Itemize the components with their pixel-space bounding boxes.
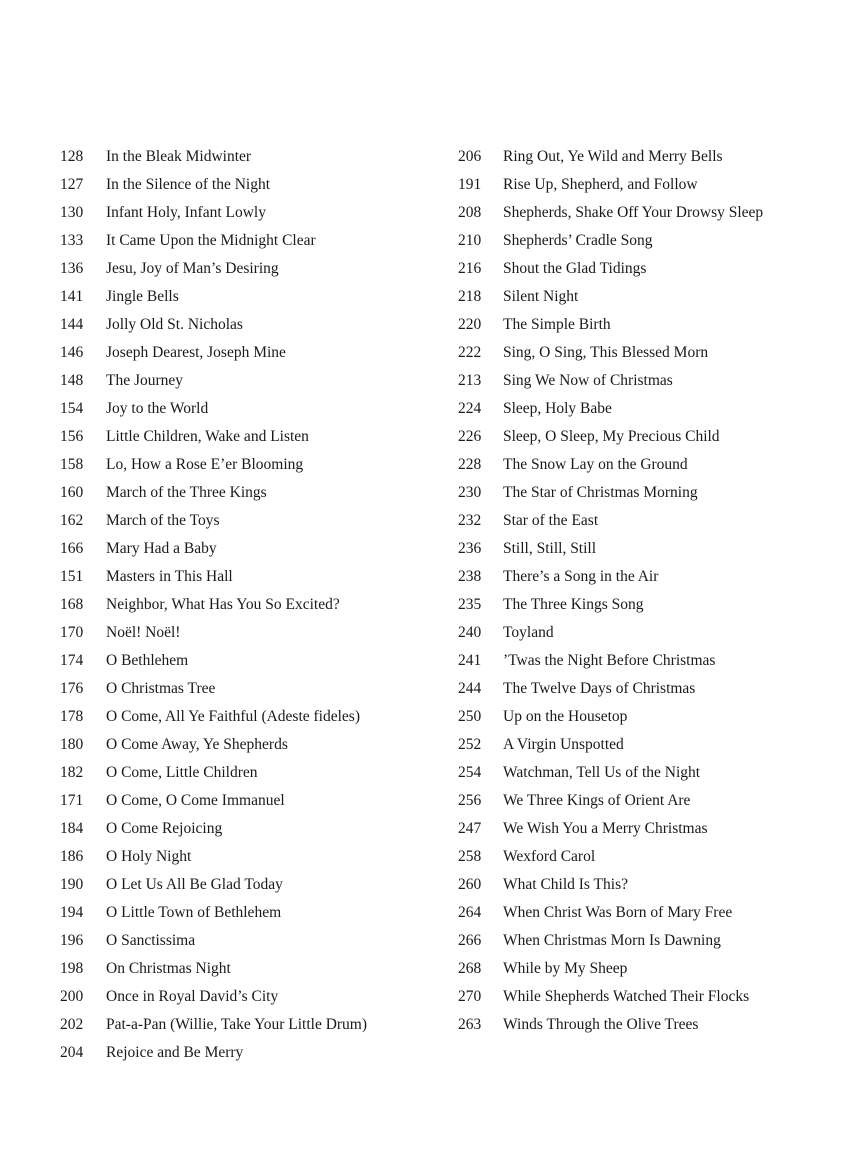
entry-song-title: The Journey	[106, 372, 184, 389]
index-entry	[60, 339, 450, 367]
index-entry	[60, 1039, 450, 1067]
entry-page-number: 198	[60, 960, 84, 977]
entry-page-number: 210	[458, 232, 482, 249]
entry-song-title: What Child Is This?	[503, 876, 628, 893]
entry-page-number: 156	[60, 428, 84, 445]
entry-song-title: Once in Royal David’s City	[106, 988, 279, 1005]
index-entry	[60, 227, 450, 255]
index-entry	[458, 759, 858, 787]
entry-page-number: 190	[60, 876, 84, 893]
index-entry	[458, 479, 858, 507]
entry-song-title: March of the Three Kings	[106, 484, 267, 501]
index-entry	[60, 255, 450, 283]
entry-page-number: 235	[458, 596, 482, 613]
index-entry	[458, 535, 858, 563]
entry-song-title: Wexford Carol	[503, 848, 596, 865]
entry-song-title: There’s a Song in the Air	[503, 568, 659, 585]
index-entry	[458, 395, 858, 423]
index-entry	[60, 591, 450, 619]
entry-song-title: Little Children, Wake and Listen	[106, 428, 309, 445]
index-entry	[458, 227, 858, 255]
entry-song-title: Up on the Housetop	[503, 708, 628, 725]
index-entry	[458, 871, 858, 899]
entry-page-number: 141	[60, 288, 84, 305]
index-entry	[60, 759, 450, 787]
entry-song-title: O Come Away, Ye Shepherds	[106, 736, 288, 753]
index-entry	[60, 311, 450, 339]
entry-page-number: 128	[60, 148, 84, 165]
entry-song-title: O Bethlehem	[106, 652, 189, 669]
entry-song-title: Rise Up, Shepherd, and Follow	[503, 176, 698, 193]
entry-page-number: 160	[60, 484, 84, 501]
index-column-left	[60, 143, 450, 1067]
entry-song-title: Still, Still, Still	[503, 540, 597, 557]
entry-song-title: The Snow Lay on the Ground	[503, 456, 688, 473]
entry-song-title: When Christ Was Born of Mary Free	[503, 904, 733, 921]
index-entry	[458, 899, 858, 927]
entry-page-number: 213	[458, 372, 482, 389]
entry-song-title: Jingle Bells	[106, 288, 179, 305]
entry-song-title: Sleep, Holy Babe	[503, 400, 612, 417]
entry-song-title: While by My Sheep	[503, 960, 628, 977]
entry-song-title: O Little Town of Bethlehem	[106, 904, 282, 921]
index-entry	[458, 171, 858, 199]
entry-song-title: The Simple Birth	[503, 316, 611, 333]
entry-song-title: O Christmas Tree	[106, 680, 216, 697]
index-entry	[458, 815, 858, 843]
entry-song-title: Mary Had a Baby	[106, 540, 217, 557]
index-entry	[60, 451, 450, 479]
entry-song-title: In the Silence of the Night	[106, 176, 270, 193]
index-entry	[458, 143, 858, 171]
index-entry	[458, 675, 858, 703]
entry-song-title: Infant Holy, Infant Lowly	[106, 204, 266, 221]
entry-song-title: Lo, How a Rose E’er Blooming	[106, 456, 304, 473]
index-entry	[60, 199, 450, 227]
entry-page-number: 168	[60, 596, 84, 613]
index-entry	[458, 1011, 858, 1039]
index-entry	[60, 619, 450, 647]
entry-page-number: 232	[458, 512, 482, 529]
index-column-right	[458, 143, 858, 1039]
entry-page-number: 166	[60, 540, 84, 557]
entry-song-title: Neighbor, What Has You So Excited?	[106, 596, 340, 613]
entry-page-number: 196	[60, 932, 84, 949]
entry-song-title: Joseph Dearest, Joseph Mine	[106, 344, 286, 361]
entry-song-title: March of the Toys	[106, 512, 220, 529]
entry-song-title: Pat-a-Pan (Willie, Take Your Little Drum)	[106, 1016, 368, 1033]
entry-page-number: 180	[60, 736, 84, 753]
entry-page-number: 176	[60, 680, 84, 697]
index-entry	[458, 283, 858, 311]
entry-page-number: 144	[60, 316, 84, 333]
index-entry	[458, 507, 858, 535]
entry-page-number: 228	[458, 456, 482, 473]
entry-page-number: 264	[458, 904, 482, 921]
entry-page-number: 268	[458, 960, 482, 977]
index-entry	[60, 423, 450, 451]
entry-page-number: 208	[458, 204, 482, 221]
index-entry	[458, 451, 858, 479]
index-entry	[60, 171, 450, 199]
entry-page-number: 127	[60, 176, 84, 193]
index-entry	[60, 283, 450, 311]
entry-page-number: 194	[60, 904, 84, 921]
entry-song-title: Masters in This Hall	[106, 568, 233, 585]
index-entry	[60, 563, 450, 591]
index-entry	[458, 843, 858, 871]
index-entry	[458, 367, 858, 395]
entry-page-number: 200	[60, 988, 84, 1005]
entry-song-title: O Come, O Come Immanuel	[106, 792, 285, 809]
entry-page-number: 240	[458, 624, 482, 641]
entry-page-number: 222	[458, 344, 482, 361]
entry-page-number: 218	[458, 288, 482, 305]
entry-song-title: On Christmas Night	[106, 960, 231, 977]
entry-page-number: 224	[458, 400, 482, 417]
index-entry	[60, 675, 450, 703]
index-entry	[60, 871, 450, 899]
entry-song-title: Toyland	[503, 624, 554, 641]
entry-song-title: O Come, Little Children	[106, 764, 258, 781]
entry-page-number: 184	[60, 820, 84, 837]
entry-page-number: 182	[60, 764, 84, 781]
entry-song-title: It Came Upon the Midnight Clear	[106, 232, 316, 249]
entry-page-number: 186	[60, 848, 84, 865]
entry-page-number: 202	[60, 1016, 84, 1033]
entry-song-title: Jesu, Joy of Man’s Desiring	[106, 260, 279, 277]
index-entry	[60, 955, 450, 983]
entry-page-number: 191	[458, 176, 482, 193]
entry-song-title: Shout the Glad Tidings	[503, 260, 647, 277]
entry-song-title: O Sanctissima	[106, 932, 196, 949]
entry-song-title: Ring Out, Ye Wild and Merry Bells	[503, 148, 723, 165]
entry-page-number: 238	[458, 568, 482, 585]
entry-page-number: 254	[458, 764, 482, 781]
entry-page-number: 241	[458, 652, 482, 669]
index-entry	[60, 731, 450, 759]
index-entry	[60, 983, 450, 1011]
index-entry	[458, 927, 858, 955]
index-entry	[458, 423, 858, 451]
index-entry	[458, 731, 858, 759]
entry-song-title: ’Twas the Night Before Christmas	[503, 652, 716, 669]
entry-page-number: 230	[458, 484, 482, 501]
entry-page-number: 204	[60, 1044, 84, 1061]
entry-page-number: 236	[458, 540, 482, 557]
entry-song-title: Jolly Old St. Nicholas	[106, 316, 243, 333]
index-entry	[458, 339, 858, 367]
entry-song-title: Silent Night	[503, 288, 579, 305]
entry-page-number: 270	[458, 988, 482, 1005]
entry-page-number: 220	[458, 316, 482, 333]
entry-page-number: 130	[60, 204, 84, 221]
index-entry	[60, 367, 450, 395]
entry-page-number: 133	[60, 232, 84, 249]
entry-song-title: Shepherds, Shake Off Your Drowsy Sleep	[503, 204, 764, 221]
entry-page-number: 247	[458, 820, 482, 837]
entry-song-title: The Three Kings Song	[503, 596, 644, 613]
index-entry	[60, 787, 450, 815]
entry-song-title: We Wish You a Merry Christmas	[503, 820, 708, 837]
entry-page-number: 244	[458, 680, 482, 697]
index-entry	[60, 703, 450, 731]
entry-song-title: Sing We Now of Christmas	[503, 372, 673, 389]
entry-song-title: While Shepherds Watched Their Flocks	[503, 988, 750, 1005]
index-entry	[458, 255, 858, 283]
entry-page-number: 136	[60, 260, 84, 277]
entry-page-number: 171	[60, 792, 84, 809]
entry-page-number: 260	[458, 876, 482, 893]
entry-song-title: Watchman, Tell Us of the Night	[503, 764, 701, 781]
index-entry	[458, 591, 858, 619]
entry-page-number: 148	[60, 372, 84, 389]
index-entry	[60, 899, 450, 927]
entry-song-title: Winds Through the Olive Trees	[503, 1016, 699, 1033]
entry-page-number: 258	[458, 848, 482, 865]
index-entry	[60, 815, 450, 843]
entry-song-title: A Virgin Unspotted	[503, 736, 624, 753]
entry-page-number: 154	[60, 400, 84, 417]
entry-song-title: We Three Kings of Orient Are	[503, 792, 691, 809]
index-entry	[458, 983, 858, 1011]
entry-page-number: 158	[60, 456, 84, 473]
index-entry	[60, 535, 450, 563]
entry-song-title: In the Bleak Midwinter	[106, 148, 252, 165]
entry-song-title: The Twelve Days of Christmas	[503, 680, 696, 697]
entry-page-number: 263	[458, 1016, 482, 1033]
entry-song-title: Star of the East	[503, 512, 599, 529]
index-entry	[458, 955, 858, 983]
entry-song-title: Sing, O Sing, This Blessed Morn	[503, 344, 709, 361]
entry-song-title: The Star of Christmas Morning	[503, 484, 698, 501]
entry-song-title: O Come, All Ye Faithful (Adeste fideles)	[106, 708, 361, 725]
entry-song-title: When Christmas Morn Is Dawning	[503, 932, 721, 949]
index-entry	[458, 787, 858, 815]
entry-page-number: 256	[458, 792, 482, 809]
index-entry	[458, 619, 858, 647]
entry-page-number: 146	[60, 344, 84, 361]
index-entry	[60, 143, 450, 171]
index-entry	[60, 479, 450, 507]
index-entry	[458, 311, 858, 339]
entry-page-number: 170	[60, 624, 84, 641]
entry-song-title: Sleep, O Sleep, My Precious Child	[503, 428, 720, 445]
index-entry	[60, 647, 450, 675]
entry-song-title: O Come Rejoicing	[106, 820, 223, 837]
index-entry	[458, 647, 858, 675]
entry-page-number: 252	[458, 736, 482, 753]
entry-song-title: O Holy Night	[106, 848, 192, 865]
entry-page-number: 162	[60, 512, 84, 529]
entry-page-number: 174	[60, 652, 84, 669]
entry-song-title: Noël! Noël!	[106, 624, 181, 641]
entry-page-number: 178	[60, 708, 84, 725]
index-entry	[60, 1011, 450, 1039]
index-entry	[458, 563, 858, 591]
entry-song-title: Rejoice and Be Merry	[106, 1044, 244, 1061]
index-entry	[60, 395, 450, 423]
index-entry	[60, 507, 450, 535]
entry-song-title: O Let Us All Be Glad Today	[106, 876, 283, 893]
entry-page-number: 216	[458, 260, 482, 277]
index-entry	[60, 843, 450, 871]
index-entry	[458, 199, 858, 227]
index-entry	[60, 927, 450, 955]
entry-page-number: 250	[458, 708, 482, 725]
entry-song-title: Joy to the World	[106, 400, 209, 417]
index-entry	[458, 703, 858, 731]
entry-song-title: Shepherds’ Cradle Song	[503, 232, 653, 249]
entry-page-number: 226	[458, 428, 482, 445]
entry-page-number: 266	[458, 932, 482, 949]
entry-page-number: 206	[458, 148, 482, 165]
entry-page-number: 151	[60, 568, 84, 585]
